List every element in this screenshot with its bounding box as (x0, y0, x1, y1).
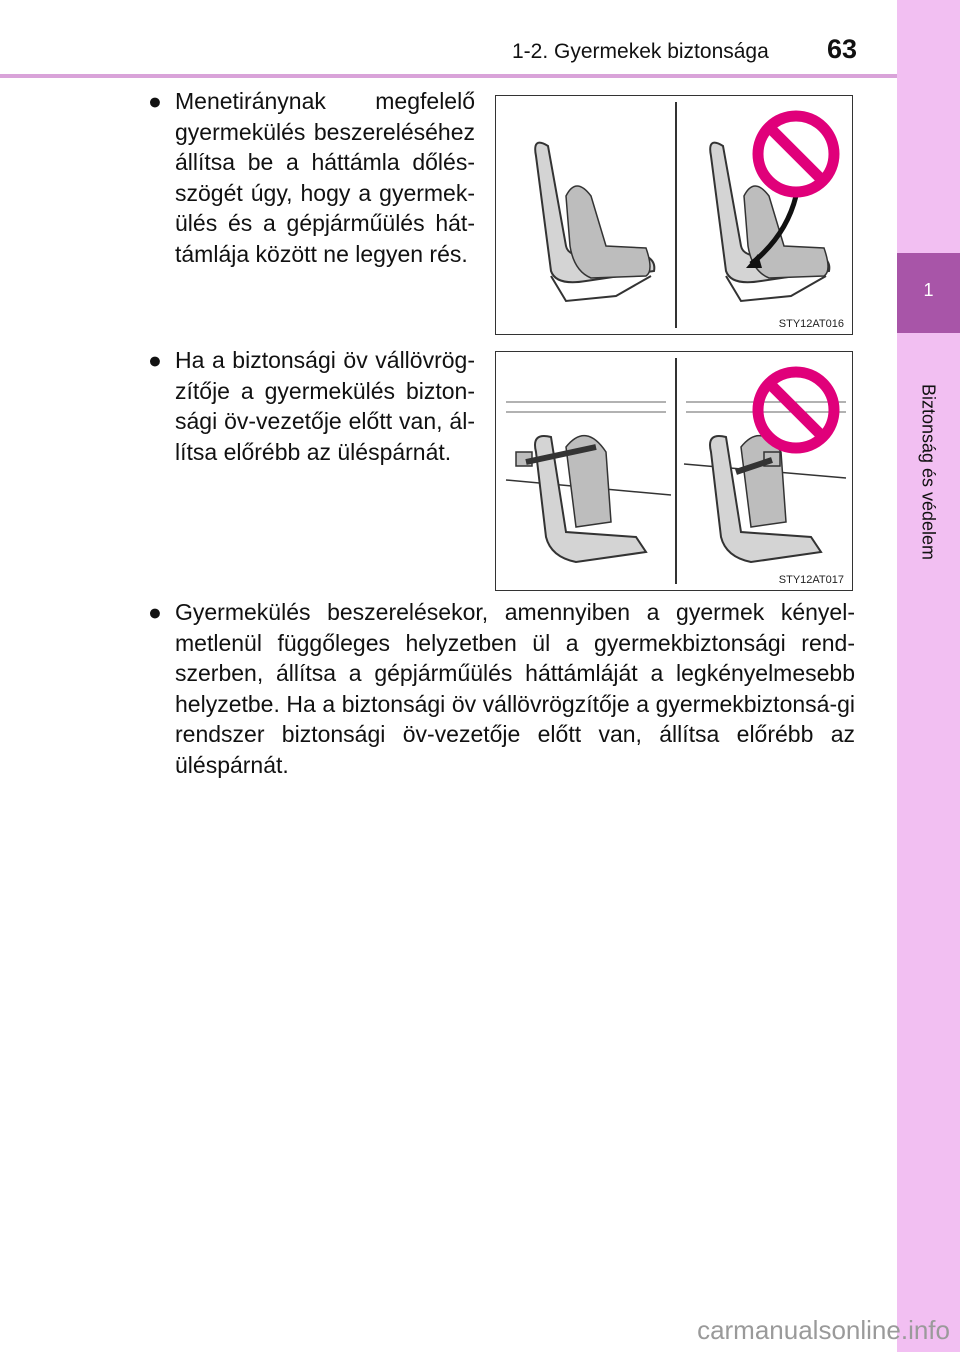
car-seat-left-icon (516, 436, 646, 562)
bullet-text: Ha a biztonsági öv vállövrög-zítője a gyermekülés bizton-sági öv-vezetője előtt van, ál-lítsa előrébb az üléspárnát. (175, 347, 475, 465)
bullet-icon: ● (148, 88, 162, 114)
header-rule (0, 74, 897, 78)
bullet-item-2 (148, 345, 475, 467)
seat-illustration (496, 96, 852, 334)
chapter-number: 1 (923, 280, 934, 300)
prohibition-icon (758, 116, 834, 192)
bullet-icon: ● (148, 599, 162, 625)
car-seat-right-icon (710, 436, 821, 562)
section-title: 1-2. Gyermekek biztonsága (512, 40, 769, 63)
page-header (0, 0, 897, 78)
child-seat-illustration (496, 352, 852, 590)
bullet-text: Menetiránynak megfelelő gyermekülés beszereléséhez állítsa be a háttámla dőlés-szögét úgy, hogy a gyermek-ülés és a gépjárműülés hát-támlája között ne legyen rés. (175, 88, 475, 267)
bullet-text: Gyermekülés beszerelésekor, amennyiben a gyermek kényel-metlenül függőleges helyzetben ül a gyermekbiztonsági rend-szerben, állítsa a gépjárműülés háttámláját a legkényelmesebb helyzetbe. Ha a biztonsági öv vállövrögzítője a gyermekbiztonsá-gi rendszer biztonsági öv-vezetője előtt van, állítsa előrébb az üléspárnát. (175, 599, 855, 778)
figure-seat-backrest (495, 95, 853, 335)
figure-code: STY12AT017 (778, 574, 844, 586)
chapter-side-tab (897, 0, 960, 1352)
figure-seat-cushion (495, 351, 853, 591)
watermark: carmanualsonline.info (697, 1315, 950, 1345)
chapter-title: Biztonság és védelem (918, 383, 939, 561)
seat-left-icon (535, 143, 654, 301)
figure-code: STY12AT016 (778, 318, 844, 330)
prohibition-icon (758, 372, 834, 448)
bullet-icon: ● (148, 347, 162, 373)
bullet-item-3 (148, 597, 855, 780)
bullet-item-1 (148, 86, 475, 269)
page-number: 63 (827, 34, 858, 64)
